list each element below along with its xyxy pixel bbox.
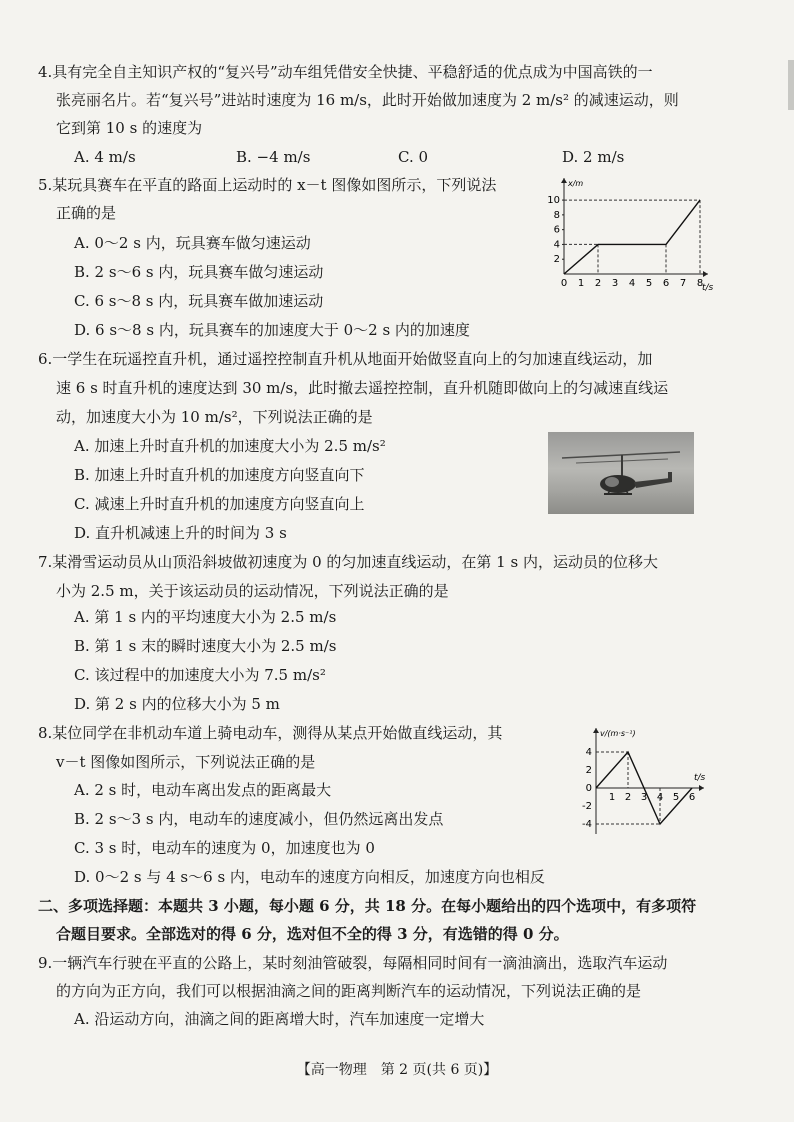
x-tick-label: 6: [662, 278, 670, 289]
helicopter-icon: [548, 432, 694, 514]
x-t-graph: [540, 174, 712, 294]
x-tick-label: 3: [611, 278, 619, 289]
x-tick-label: 1: [577, 278, 585, 289]
x-axis-arrow: [703, 271, 708, 277]
x-tick-label: 2: [594, 278, 602, 289]
x-tick-label: 4: [628, 278, 636, 289]
y-tick-label: 10: [547, 195, 560, 207]
q8-option-c: C. 3 s 时，电动车的速度为 0，加速度也为 0: [74, 839, 375, 857]
q9-stem-line2: 的方向为正方向，我们可以根据油滴之间的距离判断汽车的运动情况，下列说法正确的是: [56, 982, 642, 1000]
q9-option-a: A. 沿运动方向，油滴之间的距离增大时，汽车加速度一定增大: [74, 1010, 485, 1028]
y-tick-label: 4: [585, 747, 592, 758]
q5-stem-line1: 5.某玩具赛车在平直的路面上运动时的 x－t 图像如图所示，下列说法: [38, 176, 497, 194]
x-tick-label: 8: [696, 278, 704, 289]
y-tick-label: 6: [553, 224, 560, 236]
y-tick-label: 4: [553, 239, 560, 251]
q4-option-c: C. 0: [398, 148, 429, 166]
q8-option-d: D. 0～2 s 与 4 s～6 s 内，电动车的速度方向相反，加速度方向也相反: [74, 868, 545, 886]
x-axis-label: t/s: [702, 283, 714, 293]
q6-stem-line1: 6.一学生在玩遥控直升机，通过遥控控制直升机从地面开始做竖直向上的匀加速直线运动，加: [38, 350, 653, 368]
y-axis-label: x/m: [568, 179, 584, 188]
q8-option-a: A. 2 s 时，电动车离出发点的距离最大: [74, 781, 332, 799]
q7-stem-line1: 7.某滑雪运动员从山顶沿斜坡做初速度为 0 的匀加速直线运动，在第 1 s 内，运动员的位移大: [38, 553, 658, 571]
helicopter-photo: [548, 432, 694, 514]
q4-option-b: B. −4 m/s: [236, 148, 311, 166]
page-footer: 【高一物理 第 2 页(共 6 页)】: [296, 1062, 498, 1078]
q5-stem-line2: 正确的是: [56, 204, 117, 222]
y-tick-label: -2: [582, 801, 592, 812]
y-tick-label: 8: [553, 209, 560, 221]
q6-option-a: A. 加速上升时直升机的加速度大小为 2.5 m/s²: [74, 437, 386, 455]
x-t-series-line: [564, 200, 700, 274]
q6-option-d: D. 直升机减速上升的时间为 3 s: [74, 524, 287, 542]
x-tick-label: 3: [640, 792, 648, 803]
x-axis-arrow: [699, 785, 704, 791]
q8-stem-line1: 8.某位同学在非机动车道上骑电动车，测得从某点开始做直线运动，其: [38, 724, 503, 742]
q4-stem-line1: 4.具有完全自主知识产权的“复兴号”动车组凭借安全快捷、平稳舒适的优点成为中国高铁的一: [38, 63, 653, 81]
y-axis-label: v/(m·s⁻¹): [600, 729, 636, 738]
q7-option-d: D. 第 2 s 内的位移大小为 5 m: [74, 695, 280, 713]
q5-option-a: A. 0～2 s 内，玩具赛车做匀速运动: [74, 234, 311, 252]
q4-option-a: A. 4 m/s: [74, 148, 136, 166]
q5-option-b: B. 2 s～6 s 内，玩具赛车做匀速运动: [74, 263, 324, 281]
y-axis-arrow: [593, 728, 599, 733]
q5-option-c: C. 6 s～8 s 内，玩具赛车做加速运动: [74, 292, 324, 310]
q7-option-a: A. 第 1 s 内的平均速度大小为 2.5 m/s: [74, 608, 337, 626]
q6-stem-line3: 动，加速度大小为 10 m/s²，下列说法正确的是: [56, 408, 373, 426]
v-t-graph: [570, 722, 710, 838]
q6-stem-line2: 速 6 s 时直升机的速度达到 30 m/s，此时撤去遥控控制，直升机随即做向上的匀减速直线运: [56, 379, 669, 397]
x-tick-label: 4: [656, 792, 664, 803]
page-edge-shadow: [788, 60, 794, 110]
y-tick-label: 2: [585, 765, 592, 776]
x-tick-label: 7: [679, 278, 687, 289]
x-tick-label: 1: [608, 792, 616, 803]
y-axis-arrow: [561, 178, 567, 183]
q4-stem-line3: 它到第 10 s 的速度为: [56, 119, 203, 137]
section2-heading-line2: 合题目要求。全部选对的得 6 分，选对但不全的得 3 分，有选错的得 0 分。: [56, 925, 569, 943]
x-tick-label: 5: [672, 792, 680, 803]
q5-option-d: D. 6 s～8 s 内，玩具赛车的加速度大于 0～2 s 内的加速度: [74, 321, 470, 339]
section2-heading-line1: 二、多项选择题：本题共 3 小题，每小题 6 分，共 18 分。在每小题给出的四个选项中，有多项符: [38, 897, 697, 915]
x-tick-label: 6: [688, 792, 696, 803]
x-axis-label: t/s: [694, 773, 706, 783]
q4-stem-line2: 张亮丽名片。若“复兴号”进站时速度为 16 m/s，此时开始做加速度为 2 m/s² 的减速运动，则: [56, 91, 679, 109]
q7-option-c: C. 该过程中的加速度大小为 7.5 m/s²: [74, 666, 326, 684]
x-tick-label: 2: [624, 792, 632, 803]
q7-stem-line2: 小为 2.5 m，关于该运动员的运动情况，下列说法正确的是: [56, 582, 449, 600]
x-tick-label: 5: [645, 278, 653, 289]
y-tick-label: -4: [582, 819, 592, 830]
y-tick-label: 0: [585, 783, 592, 794]
q8-option-b: B. 2 s～3 s 内，电动车的速度减小，但仍然远离出发点: [74, 810, 444, 828]
x-tick-label: 0: [560, 278, 568, 289]
q6-option-c: C. 减速上升时直升机的加速度方向竖直向上: [74, 495, 365, 513]
q9-stem-line1: 9.一辆汽车行驶在平直的公路上，某时刻油管破裂，每隔相同时间有一滴油滴出，选取汽车运动: [38, 954, 668, 972]
y-tick-label: 2: [553, 254, 560, 266]
q6-option-b: B. 加速上升时直升机的加速度方向竖直向下: [74, 466, 365, 484]
q7-option-b: B. 第 1 s 末的瞬时速度大小为 2.5 m/s: [74, 637, 337, 655]
q4-option-d: D. 2 m/s: [562, 148, 625, 166]
q8-stem-line2: v－t 图像如图所示，下列说法正确的是: [56, 753, 316, 771]
